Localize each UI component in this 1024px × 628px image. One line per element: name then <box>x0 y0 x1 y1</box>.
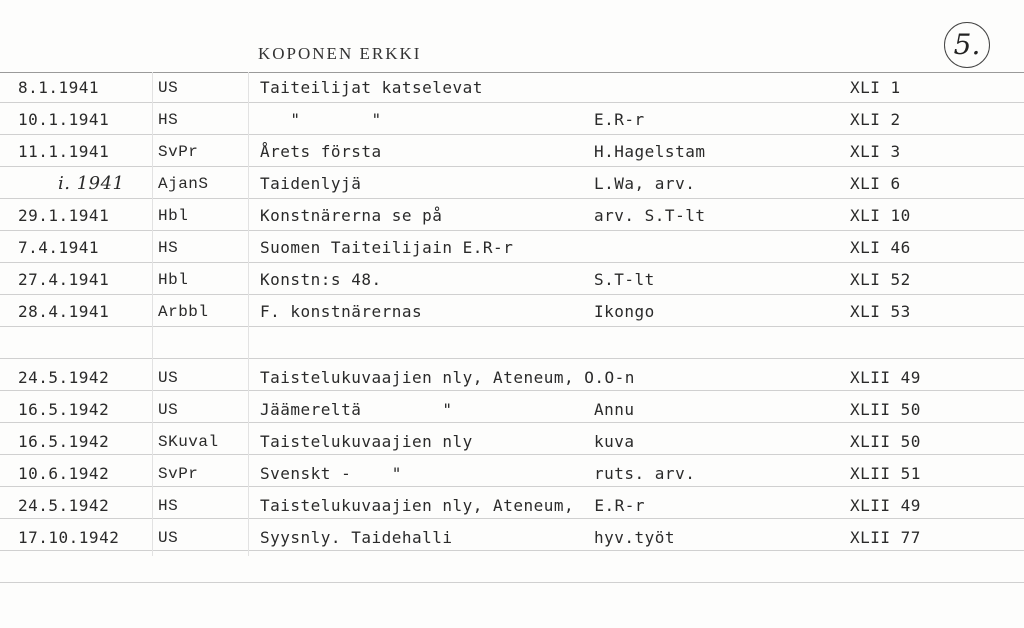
rule-line <box>0 102 1024 103</box>
entry-title: Taistelukuvaajien nly, Ateneum, O.O-n <box>260 368 635 387</box>
entry-paper: Arbbl <box>158 303 209 321</box>
entry-title: Taistelukuvaajien nly <box>260 432 473 451</box>
entry-row <box>0 74 1024 102</box>
entry-ref: XLI 10 <box>850 206 911 225</box>
entry-row <box>0 524 1024 552</box>
entry-author: Ikongo <box>594 302 655 321</box>
entry-title: Suomen Taiteilijain E.R-r <box>260 238 514 257</box>
entry-title: Taiteilijat katselevat <box>260 78 483 97</box>
person-name: KOPONEN ERKKI <box>258 44 422 63</box>
entry-title: Konstn:s 48. <box>260 270 382 289</box>
entry-author: H.Hagelstam <box>594 142 706 161</box>
entry-date: 10.1.1941 <box>18 110 110 129</box>
entry-ref: XLII 49 <box>850 496 921 515</box>
entry-date: 24.5.1942 <box>18 496 110 515</box>
entry-row <box>0 170 1024 198</box>
entry-row <box>0 298 1024 326</box>
entry-author: hyv.työt <box>594 528 676 547</box>
entry-row <box>0 428 1024 456</box>
entry-date: 11.1.1941 <box>18 142 110 161</box>
entry-date: 10.6.1942 <box>18 464 110 483</box>
entry-row <box>0 396 1024 424</box>
entry-title: Taistelukuvaajien nly, Ateneum, E.R-r <box>260 496 646 515</box>
entry-paper: HS <box>158 497 179 515</box>
entry-paper: US <box>158 369 179 387</box>
rule-line <box>0 582 1024 583</box>
entry-paper: SKuval <box>158 433 219 451</box>
rule-line <box>0 198 1024 199</box>
entry-paper: HS <box>158 111 179 129</box>
rule-line <box>0 326 1024 327</box>
entry-author: kuva <box>594 432 635 451</box>
entry-ref: XLII 77 <box>850 528 921 547</box>
entry-ref: XLI 6 <box>850 174 901 193</box>
entry-ref: XLII 51 <box>850 464 921 483</box>
entry-paper: Hbl <box>158 207 189 225</box>
entry-author: S.T-lt <box>594 270 655 289</box>
entry-title: Taidenlyjä <box>260 174 362 193</box>
entry-ref: XLI 1 <box>850 78 901 97</box>
entry-paper: SvPr <box>158 465 199 483</box>
rule-line <box>0 358 1024 359</box>
entry-paper: Hbl <box>158 271 189 289</box>
entry-title: F. konstnärernas <box>260 302 423 321</box>
entry-author: arv. S.T-lt <box>594 206 706 225</box>
entry-row <box>0 364 1024 392</box>
entry-ref: XLI 2 <box>850 110 901 129</box>
entry-date: 28.4.1941 <box>18 302 110 321</box>
entry-paper: SvPr <box>158 143 199 161</box>
entry-ref: XLI 52 <box>850 270 911 289</box>
entry-date: 16.5.1942 <box>18 432 110 451</box>
card-number: 5. <box>944 22 990 68</box>
entry-date: 27.4.1941 <box>18 270 110 289</box>
entry-title: Syysnly. Taidehalli <box>260 528 453 547</box>
entry-paper: US <box>158 529 179 547</box>
entry-author: E.R-r <box>594 110 645 129</box>
entry-ref: XLI 46 <box>850 238 911 257</box>
rule-line <box>0 134 1024 135</box>
entry-date: i. 1941 <box>58 173 125 194</box>
entry-title: Svenskt - " <box>260 464 402 483</box>
entry-ref: XLI 3 <box>850 142 901 161</box>
entry-title: " " <box>260 110 382 129</box>
entry-row <box>0 492 1024 520</box>
entry-row <box>0 460 1024 488</box>
entry-row <box>0 106 1024 134</box>
entry-author: L.Wa, arv. <box>594 174 696 193</box>
entry-date: 29.1.1941 <box>18 206 110 225</box>
entry-author: ruts. arv. <box>594 464 696 483</box>
rule-line <box>0 294 1024 295</box>
entry-row <box>0 202 1024 230</box>
entry-title: Konstnärerna se på <box>260 206 443 225</box>
entry-row <box>0 266 1024 294</box>
entry-row <box>0 138 1024 166</box>
entry-author: Annu <box>594 400 635 419</box>
entry-ref: XLII 49 <box>850 368 921 387</box>
entry-row <box>0 234 1024 262</box>
rule-line <box>0 166 1024 167</box>
entry-title: Årets första <box>260 142 382 161</box>
entry-ref: XLII 50 <box>850 432 921 451</box>
rule-line <box>0 262 1024 263</box>
entry-paper: US <box>158 79 179 97</box>
entry-paper: US <box>158 401 179 419</box>
entry-paper: HS <box>158 239 179 257</box>
entry-date: 16.5.1942 <box>18 400 110 419</box>
entry-ref: XLII 50 <box>850 400 921 419</box>
entry-date: 8.1.1941 <box>18 78 100 97</box>
entry-paper: AjanS <box>158 175 209 193</box>
entry-date: 7.4.1941 <box>18 238 100 257</box>
rule-line <box>0 72 1024 73</box>
entry-date: 24.5.1942 <box>18 368 110 387</box>
entry-date: 17.10.1942 <box>18 528 120 547</box>
entry-title: Jäämereltä " <box>260 400 453 419</box>
entry-ref: XLI 53 <box>850 302 911 321</box>
rule-line <box>0 230 1024 231</box>
